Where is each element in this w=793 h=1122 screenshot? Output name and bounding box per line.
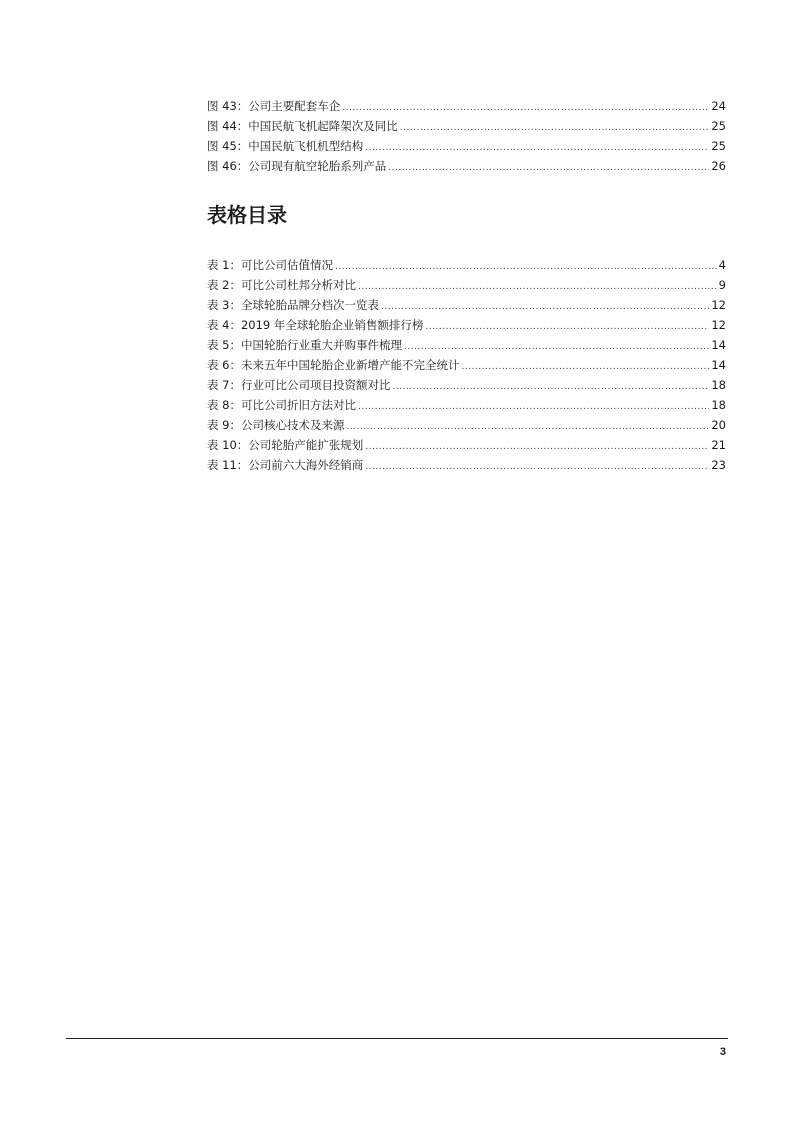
toc-entry-label: 表 7：行业可比公司项目投资额对比	[207, 378, 391, 392]
toc-entry-page: 20	[711, 418, 726, 432]
toc-entry-page: 18	[711, 398, 726, 412]
toc-entry[interactable]	[207, 355, 726, 375]
toc-entry-page: 12	[711, 298, 726, 312]
leader-dots	[392, 377, 709, 397]
figure-toc	[207, 96, 726, 176]
toc-entry-page: 25	[711, 119, 726, 133]
leader-dots	[342, 98, 709, 118]
toc-entry-page: 21	[711, 438, 726, 452]
toc-entry[interactable]	[207, 395, 726, 415]
leader-dots	[388, 158, 709, 178]
toc-entry-label: 表 4：2019 年全球轮胎企业销售额排行榜	[207, 318, 424, 332]
toc-entry-page: 18	[711, 378, 726, 392]
toc-entry[interactable]	[207, 415, 726, 435]
leader-dots	[404, 337, 709, 357]
toc-entry-page: 4	[718, 258, 726, 272]
toc-entry[interactable]	[207, 255, 726, 275]
leader-dots	[365, 138, 709, 158]
leader-dots	[461, 357, 709, 377]
toc-entry-page: 23	[711, 458, 726, 472]
toc-entry-label: 图 44：中国民航飞机起降架次及同比	[207, 119, 398, 133]
toc-entry[interactable]	[207, 96, 726, 116]
toc-entry-page: 9	[718, 278, 726, 292]
toc-entry[interactable]	[207, 455, 726, 475]
toc-entry[interactable]	[207, 136, 726, 156]
toc-entry-page: 14	[711, 358, 726, 372]
toc-entry-page: 14	[711, 338, 726, 352]
toc-entry-page: 25	[711, 139, 726, 153]
toc-entry-page: 26	[711, 159, 726, 173]
toc-entry[interactable]	[207, 435, 726, 455]
footer-divider	[66, 1038, 728, 1039]
leader-dots	[381, 297, 709, 317]
leader-dots	[365, 457, 709, 477]
toc-entry[interactable]	[207, 116, 726, 136]
leader-dots	[335, 257, 717, 277]
table-toc	[207, 255, 726, 475]
leader-dots	[358, 397, 709, 417]
toc-entry-label: 表 5：中国轮胎行业重大并购事件梳理	[207, 338, 402, 352]
toc-entry-label: 表 1：可比公司估值情况	[207, 258, 333, 272]
leader-dots	[400, 118, 710, 138]
toc-entry-label: 图 46：公司现有航空轮胎系列产品	[207, 159, 387, 173]
toc-entry-label: 表 6：未来五年中国轮胎企业新增产能不完全统计	[207, 358, 460, 372]
toc-entry[interactable]	[207, 295, 726, 315]
toc-entry[interactable]	[207, 315, 726, 335]
toc-entry[interactable]	[207, 375, 726, 395]
tables-heading: 表格目录	[207, 203, 287, 227]
toc-entry-label: 图 45：中国民航飞机机型结构	[207, 139, 364, 153]
toc-entry[interactable]	[207, 156, 726, 176]
toc-entry[interactable]	[207, 335, 726, 355]
toc-entry-label: 表 10：公司轮胎产能扩张规划	[207, 438, 364, 452]
toc-entry-label: 表 9：公司核心技术及来源	[207, 418, 345, 432]
toc-entry-label: 表 2：可比公司杜邦分析对比	[207, 278, 356, 292]
toc-entry-page: 24	[711, 99, 726, 113]
toc-entry-label: 表 11：公司前六大海外经销商	[207, 458, 364, 472]
toc-entry-label: 表 8：可比公司折旧方法对比	[207, 398, 356, 412]
toc-entry-label: 表 3：全球轮胎品牌分档次一览表	[207, 298, 379, 312]
leader-dots	[365, 437, 709, 457]
leader-dots	[346, 417, 709, 437]
toc-entry-label: 图 43：公司主要配套车企	[207, 99, 341, 113]
leader-dots	[425, 317, 709, 337]
toc-entry[interactable]	[207, 275, 726, 295]
leader-dots	[358, 277, 717, 297]
page-number: 3	[719, 1046, 726, 1058]
toc-entry-page: 12	[711, 318, 726, 332]
